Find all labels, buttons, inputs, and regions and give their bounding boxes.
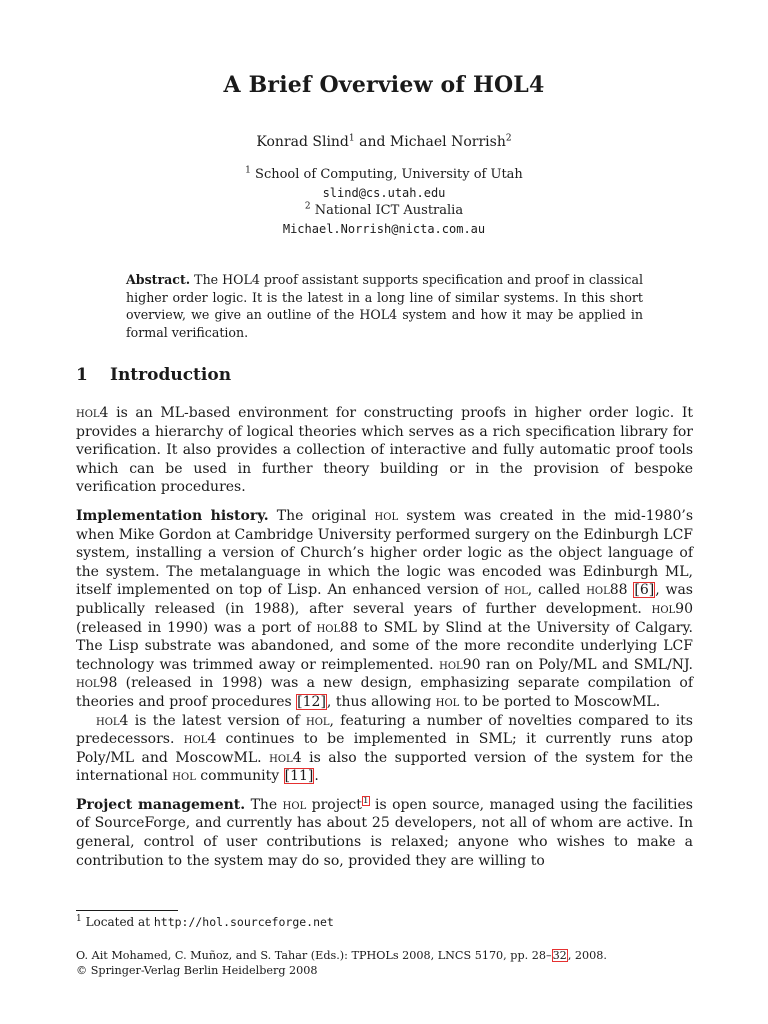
body-text xyxy=(76,404,693,870)
paragraph-text: . xyxy=(314,768,319,785)
paragraph-text: is an ML-based environment for constructing proofs in higher order logic. It provides a hierarchy of logical theories which serves as a rich specification library for verification. It also provides a collection of interactive and fully automatic proof tools which can be used in further theory building or in the provision of bespoke verification procedures. xyxy=(76,405,693,496)
paragraph-text: continues to be implemented in SML; it currently runs atop Poly/ML and MoscowML. xyxy=(76,731,693,766)
author-line xyxy=(0,134,768,150)
hol-name: hol88 xyxy=(586,582,628,599)
proceedings-info xyxy=(76,949,693,978)
citation-link[interactable]: [6] xyxy=(634,582,655,599)
hol-name: hol98 xyxy=(76,675,118,692)
hol-name: hol xyxy=(172,768,196,785)
author-slind-mark: 1 xyxy=(348,133,355,144)
paragraph-text: (released in 1990) was a port of xyxy=(76,619,317,636)
section-heading xyxy=(76,365,231,385)
hol-name: hol4 xyxy=(96,712,129,729)
paragraph-text: to SML by Slind at the University of Calgary. The Lisp substrate was abandoned, and some of the more recondite underlying LCF technology was trimmed away or reimplemented. xyxy=(76,619,693,673)
author-and: and xyxy=(359,134,386,150)
proceedings-citation: O. Ait Mohamed, C. Muñoz, and S. Tahar (Eds.): TPHOLs 2008, LNCS 5170, pp. 28– xyxy=(76,949,552,962)
paragraph-text: to be ported to MoscowML. xyxy=(459,693,661,710)
hol-name: hol90 xyxy=(651,600,693,617)
hol-name: hol4 xyxy=(183,731,217,748)
author-norrish: Michael Norrish xyxy=(389,134,506,150)
hol-name: hol xyxy=(282,796,307,813)
citation-link[interactable]: [11] xyxy=(284,768,314,785)
footnote-rule xyxy=(76,910,178,911)
paragraph-text: ran on Poly/ML and SML/NJ. xyxy=(480,656,693,673)
hol-name: hol4 xyxy=(76,405,109,421)
page-range-link[interactable]: 32 xyxy=(552,949,567,962)
paragraph-text: , thus allowing xyxy=(326,693,436,710)
affiliation-name: School of Computing, University of Utah xyxy=(255,167,523,182)
paragraph-text: is also the supported version of the system for the international xyxy=(76,749,693,785)
paragraph-text: , called xyxy=(527,582,587,599)
paragraph-text: system was created in the mid-1980’s when Mike Gordon at Cambridge University performed surgery on the Edinburgh LCF system, installing a version of Church’s higher order logic as the object language of the system. The metalanguage in which the logic was encoded was Edinburgh ML, itself implemented on top of Lisp. An enhanced version of xyxy=(76,507,694,599)
footnote-mark: 1 xyxy=(76,914,82,924)
paragraph-text: The original xyxy=(268,507,375,524)
hol4-paragraph xyxy=(76,712,693,786)
hol-name: hol xyxy=(504,582,528,599)
footnote xyxy=(76,914,693,930)
hol-name: hol xyxy=(374,507,399,524)
abstract-label: Abstract. xyxy=(126,272,191,287)
footnote-url[interactable]: http://hol.sourceforge.net xyxy=(153,915,334,929)
project-management-paragraph xyxy=(76,796,693,870)
hol-name: hol xyxy=(305,712,330,729)
copyright-line: © Springer-Verlag Berlin Heidelberg 2008 xyxy=(76,963,318,977)
hol-name: hol90 xyxy=(439,656,481,673)
paragraph-text: The xyxy=(245,796,283,813)
author-slind: Konrad Slind xyxy=(256,134,349,150)
footnote-link[interactable]: 1 xyxy=(362,796,369,807)
citation-link[interactable]: [12] xyxy=(297,693,326,710)
run-in-heading: Project management. xyxy=(76,796,246,813)
section-title: Introduction xyxy=(110,365,232,385)
hol-name: hol4 xyxy=(269,749,302,766)
author-norrish-mark: 2 xyxy=(505,133,512,144)
paragraph-text: , was publically released (in 1988), after several years of further development. xyxy=(76,582,693,617)
affiliation-email: Michael.Norrish@nicta.com.au xyxy=(282,222,486,236)
intro-paragraph xyxy=(76,404,693,497)
hol-name: hol88 xyxy=(316,619,358,636)
affiliation-email: slind@cs.utah.edu xyxy=(322,186,446,200)
hol-name: hol xyxy=(435,693,460,710)
paragraph-text: , featuring a number of novelties compared to its predecessors. xyxy=(76,712,693,748)
section-number: 1 xyxy=(76,365,88,385)
paragraph-text: is open source, managed using the facilities of SourceForge, and currently has about 25 developers, not all of whom are active. In general, control of user contributions is relaxed; anyone who wishes to make a contribution to the system may do so, provided they are willing to xyxy=(76,796,693,869)
paragraph-text: community xyxy=(195,768,284,785)
affiliation-name: National ICT Australia xyxy=(314,203,464,218)
affiliation-mark: 2 xyxy=(304,201,311,212)
run-in-heading: Implementation history. xyxy=(76,507,269,524)
affiliation-1 xyxy=(0,166,768,202)
paragraph-text: is the latest version of xyxy=(128,712,306,729)
paragraph-text: project xyxy=(306,796,362,813)
affiliation-2 xyxy=(0,202,768,238)
paper-title: A Brief Overview of HOL4 xyxy=(223,72,545,98)
paragraph-text: (released in 1998) was a new design, emphasizing separate compilation of theories and proof procedures xyxy=(76,675,693,710)
affiliation-mark: 1 xyxy=(245,165,251,176)
proceedings-year: , 2008. xyxy=(567,949,607,962)
abstract-text: The HOL4 proof assistant supports specification and proof in classical higher order logic. It is the latest in a long line of similar systems. In this short overview, we give an outline of the HOL4 system and how it may be applied in formal verification. xyxy=(126,272,643,340)
implementation-history-paragraph xyxy=(76,507,693,712)
abstract xyxy=(126,271,643,341)
footnote-text: Located at xyxy=(85,915,154,929)
